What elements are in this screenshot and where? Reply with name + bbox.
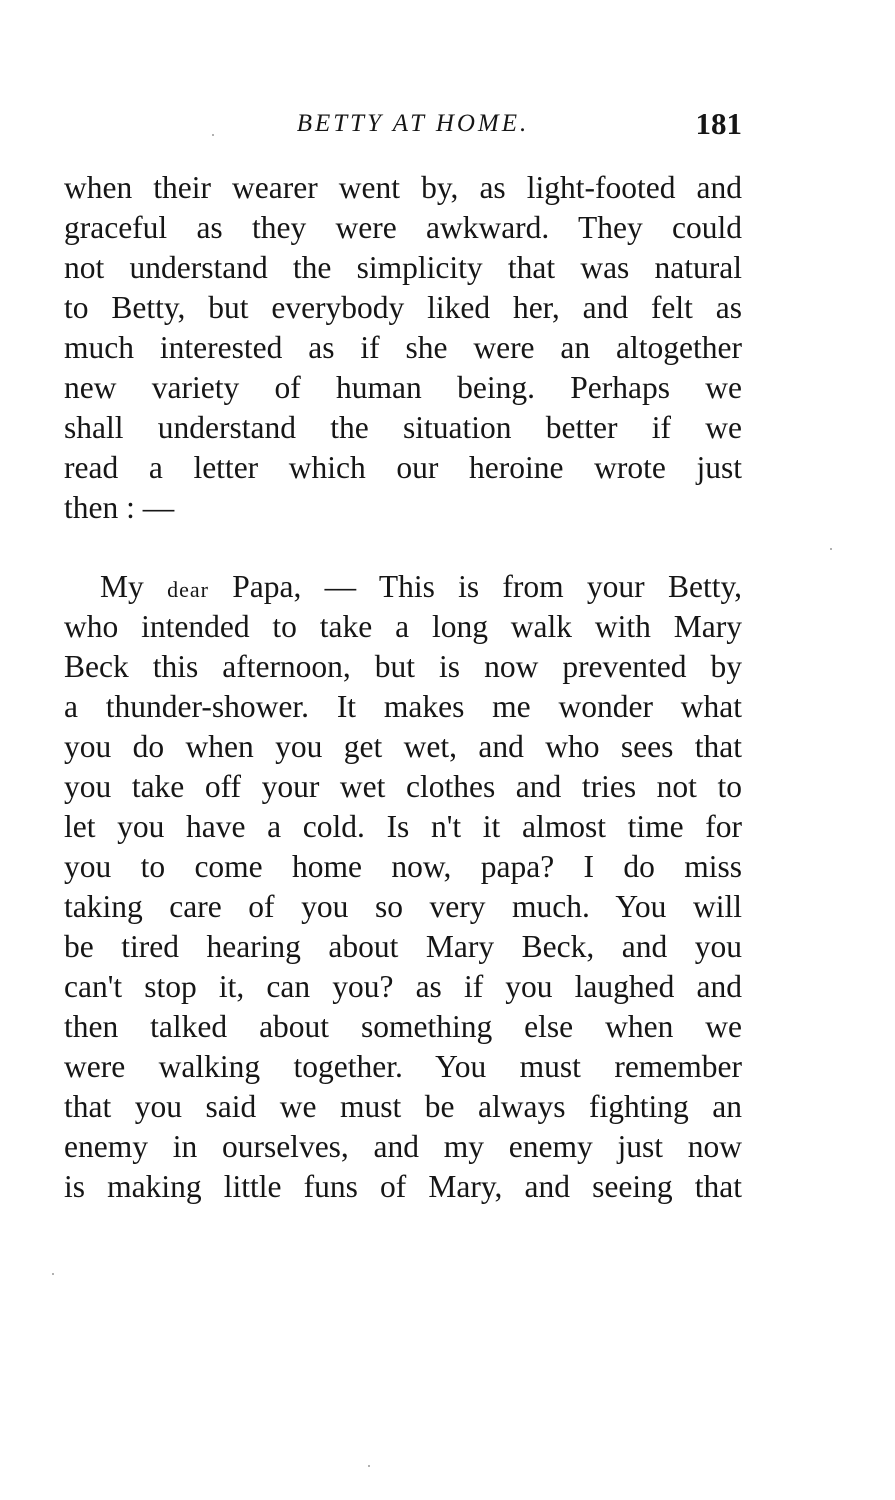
text-line: shall understand the situation better if we [64, 410, 742, 445]
text-line: that you said we must be always fighting an [64, 1089, 742, 1124]
salutation-dear: dear [167, 577, 209, 602]
text-line: much interested as if she were an altogether [64, 330, 742, 365]
letter-salutation-line [64, 567, 742, 607]
text-line: Beck this afternoon, but is now prevented by [64, 649, 742, 684]
page-number: 181 [695, 106, 742, 141]
letter-paragraph [64, 567, 742, 1207]
salutation-my: My [100, 569, 144, 604]
text-line: can't stop it, can you? as if you laughed and [64, 969, 742, 1004]
text-line: new variety of human being. Perhaps we [64, 370, 742, 405]
text-line: you take off your wet clothes and tries not to [64, 769, 742, 804]
text-line: graceful as they were awkward. They could [64, 210, 742, 245]
text-line: you do when you get wet, and who sees that [64, 729, 742, 764]
text-line: be tired hearing about Mary Beck, and you [64, 929, 742, 964]
paper-speck [212, 134, 214, 136]
text-line: were walking together. You must remember [64, 1049, 742, 1084]
text-line: to Betty, but everybody liked her, and felt as [64, 290, 742, 325]
text-line: who intended to take a long walk with Mary [64, 609, 742, 644]
page-header [64, 106, 742, 150]
text-line: read a letter which our heroine wrote just [64, 450, 742, 485]
text-line: taking care of you so very much. You will [64, 889, 742, 924]
text-line: a thunder-shower. It makes me wonder what [64, 689, 742, 724]
text-line: when their wearer went by, as light-footed and [64, 170, 742, 205]
narrative-paragraph [64, 168, 742, 528]
paper-speck [830, 548, 832, 550]
text-line: then talked about something else when we [64, 1009, 742, 1044]
running-head: BETTY AT HOME. [296, 110, 530, 137]
text-line: you to come home now, papa? I do miss [64, 849, 742, 884]
text-line: then : — [64, 490, 175, 525]
salutation-papa: Papa, [232, 569, 302, 604]
salutation-rest: — This is from your Betty, [324, 569, 743, 604]
text-line: not understand the simplicity that was natural [64, 250, 742, 285]
text-line: let you have a cold. Is n't it almost time for [64, 809, 742, 844]
text-line: enemy in ourselves, and my enemy just now [64, 1129, 742, 1164]
paper-speck [368, 1465, 370, 1467]
paper-speck [52, 1273, 54, 1275]
text-line: is making little funs of Mary, and seeing that [64, 1169, 742, 1204]
